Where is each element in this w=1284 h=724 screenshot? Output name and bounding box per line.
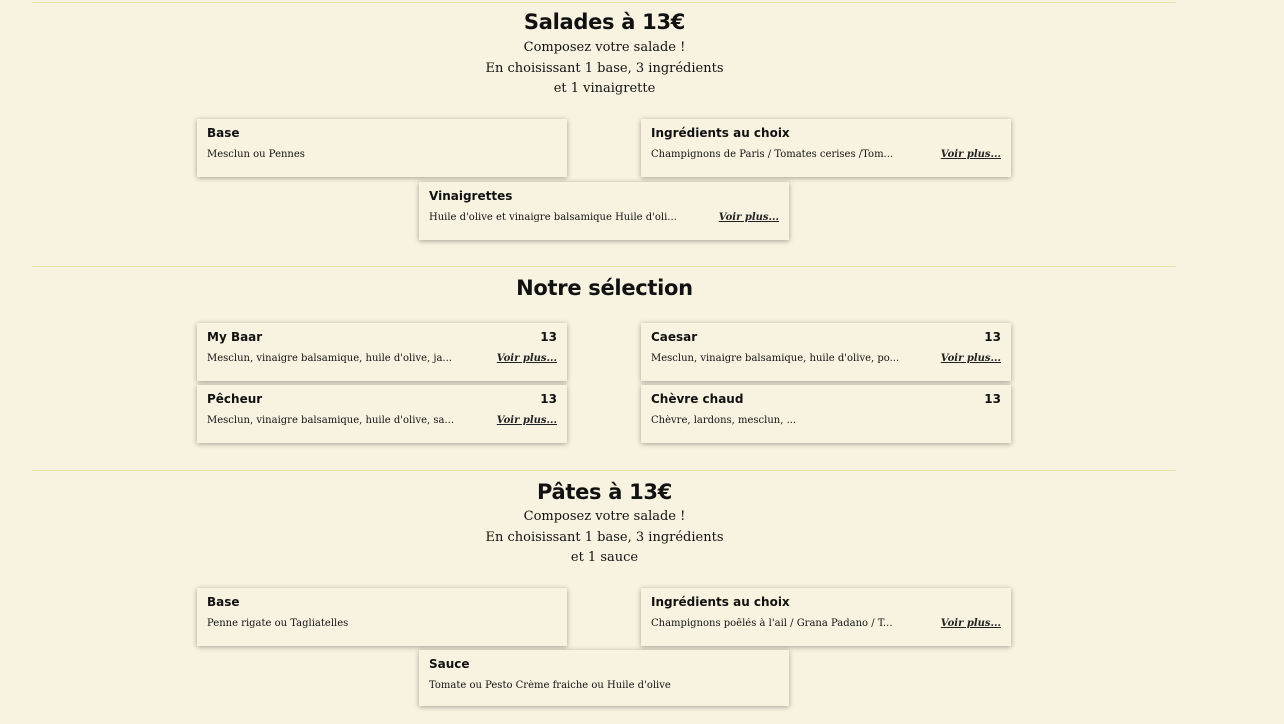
card-title: My Baar [207, 330, 263, 344]
selection-mybaar-card[interactable] [197, 323, 567, 381]
card-description: Mesclun, vinaigre balsamique, huile d'olive, ja... [207, 353, 452, 364]
card-title: Ingrédients au choix [651, 595, 790, 609]
selection-caesar-card[interactable] [641, 323, 1011, 381]
selection-title: Notre sélection [516, 276, 693, 300]
card-title: Ingrédients au choix [651, 126, 790, 140]
card-title: Pêcheur [207, 392, 263, 406]
card-price: 13 [540, 330, 557, 344]
card-description: Mesclun, vinaigre balsamique, huile d'olive, po... [651, 353, 900, 364]
card-title: Sauce [429, 657, 470, 671]
card-title: Base [207, 126, 240, 140]
pates-title: Pâtes à 13€ [536, 480, 673, 504]
pates-sauce-card[interactable] [419, 650, 789, 706]
selection-divider [32, 266, 1176, 267]
see-more-link[interactable]: Voir plus... [718, 212, 779, 223]
top-divider [32, 2, 1176, 3]
pates-subtitle-line-3: et 1 sauce [570, 550, 639, 565]
pates-subtitle-line-2: En choisissant 1 base, 3 ingrédients [485, 529, 724, 545]
salades-subtitle [0, 38, 1209, 100]
card-description: Chèvre, lardons, mesclun, ... [651, 415, 797, 426]
card-description: Penne rigate ou Tagliatelles [207, 618, 349, 629]
pates-subtitle-line-1: Composez votre salade ! [523, 509, 686, 524]
salades-base-card[interactable] [197, 119, 567, 177]
card-title: Caesar [651, 330, 698, 344]
card-description: Champignons poêlés à l'ail / Grana Padano / T... [651, 618, 893, 629]
see-more-link[interactable]: Voir plus... [940, 149, 1001, 160]
card-title: Vinaigrettes [429, 189, 513, 203]
pates-base-card[interactable] [197, 588, 567, 646]
salades-subtitle-line-2: En choisissant 1 base, 3 ingrédients [485, 60, 724, 76]
card-description: Tomate ou Pesto Crème fraiche ou Huile d'olive [429, 680, 671, 691]
selection-pecheur-card[interactable] [197, 385, 567, 443]
selection-chevre-chaud-card[interactable] [641, 385, 1011, 443]
card-price: 13 [540, 392, 557, 406]
salades-subtitle-line-1: Composez votre salade ! [523, 40, 686, 55]
card-description: Mesclun ou Pennes [207, 149, 305, 160]
salades-ingredients-card[interactable] [641, 119, 1011, 177]
salades-vinaigrettes-card[interactable] [419, 182, 789, 240]
card-description: Mesclun, vinaigre balsamique, huile d'olive, sa... [207, 415, 455, 426]
card-description: Huile d'olive et vinaigre balsamique Huile d'oli... [429, 212, 677, 223]
pates-subtitle [0, 507, 1209, 569]
card-price: 13 [984, 392, 1001, 406]
card-title: Base [207, 595, 240, 609]
salades-subtitle-line-3: et 1 vinaigrette [553, 81, 656, 96]
see-more-link[interactable]: Voir plus... [940, 618, 1001, 629]
salades-title: Salades à 13€ [523, 10, 686, 34]
see-more-link[interactable]: Voir plus... [496, 415, 557, 426]
pates-ingredients-card[interactable] [641, 588, 1011, 646]
pates-divider [32, 470, 1176, 471]
see-more-link[interactable]: Voir plus... [496, 353, 557, 364]
card-price: 13 [984, 330, 1001, 344]
see-more-link[interactable]: Voir plus... [940, 353, 1001, 364]
card-description: Champignons de Paris / Tomates cerises /Tom... [651, 149, 894, 160]
card-title: Chèvre chaud [651, 392, 744, 406]
